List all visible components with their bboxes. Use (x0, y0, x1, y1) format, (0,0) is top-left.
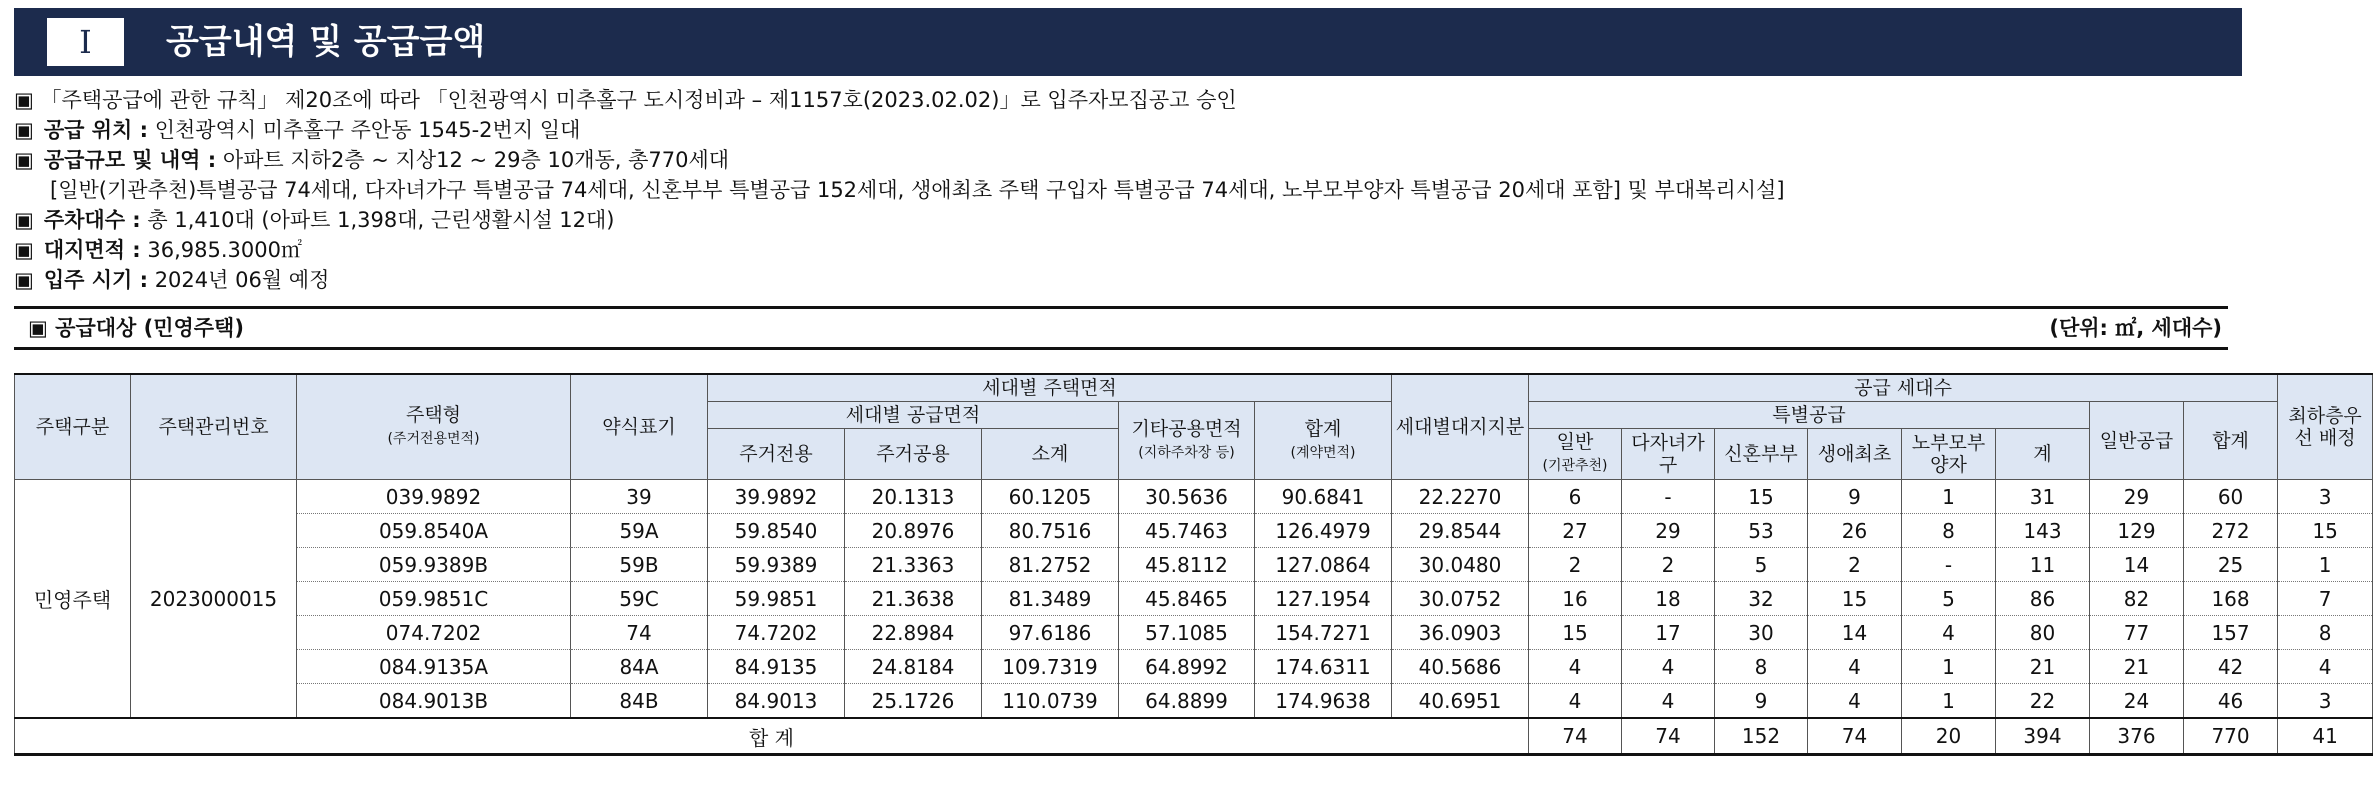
cell-sp1: 4 (1529, 650, 1622, 684)
cell-abbr: 74 (571, 616, 708, 650)
total-sp5: 20 (1902, 718, 1996, 755)
cell-sp4: 14 (1808, 616, 1902, 650)
cell-general: 21 (2090, 650, 2184, 684)
col-header-type: 주택구분 (15, 374, 131, 480)
cell-sp-total: 21 (1996, 650, 2090, 684)
cell-lowest: 3 (2278, 684, 2373, 719)
notes-block (14, 85, 2234, 295)
col-header-other: 기타공용면적 (지하주차장 등) (1119, 402, 1255, 480)
cell-sp5: - (1902, 548, 1996, 582)
cell-sum: 154.7271 (1255, 616, 1392, 650)
cell-model: 084.9013B (297, 684, 571, 719)
cell-general: 77 (2090, 616, 2184, 650)
total-sp2: 74 (1622, 718, 1715, 755)
cell-model: 059.9851C (297, 582, 571, 616)
col-header-land: 세대별대지지분 (1392, 374, 1529, 480)
cell-sp1: 2 (1529, 548, 1622, 582)
cell-common: 25.1726 (845, 684, 982, 719)
total-sp4: 74 (1808, 718, 1902, 755)
cell-sp4: 9 (1808, 480, 1902, 514)
cell-private: 74.7202 (708, 616, 845, 650)
unit-label: (단위: ㎡, 세대수) (2049, 316, 2222, 340)
cell-general: 29 (2090, 480, 2184, 514)
col-header-area: 세대별 주택면적 (708, 374, 1392, 402)
cell-land: 40.6951 (1392, 684, 1529, 719)
table-row (15, 548, 2373, 582)
cell-subtotal: 110.0739 (982, 684, 1119, 719)
total-sp-total: 394 (1996, 718, 2090, 755)
cell-other: 57.1085 (1119, 616, 1255, 650)
supply-table-body (15, 480, 2373, 755)
cell-sp5: 4 (1902, 616, 1996, 650)
cell-sp5: 1 (1902, 650, 1996, 684)
cell-common: 21.3363 (845, 548, 982, 582)
cell-type: 민영주택 (15, 480, 131, 719)
note-label: 주차대수 : (43, 208, 141, 232)
col-header-sp4: 생애최초 (1808, 429, 1902, 480)
cell-general: 24 (2090, 684, 2184, 719)
cell-sum: 126.4979 (1255, 514, 1392, 548)
note-label: 공급규모 및 내역 : (43, 148, 217, 172)
cell-private: 84.9013 (708, 684, 845, 719)
cell-sum: 174.6311 (1255, 650, 1392, 684)
cell-sp2: 18 (1622, 582, 1715, 616)
cell-common: 24.8184 (845, 650, 982, 684)
cell-sum: 174.9638 (1255, 684, 1392, 719)
cell-sp3: 30 (1715, 616, 1808, 650)
cell-lowest: 4 (2278, 650, 2373, 684)
table-row (15, 480, 2373, 514)
col-header-common: 주거공용 (845, 429, 982, 480)
cell-subtotal: 60.1205 (982, 480, 1119, 514)
total-sp3: 152 (1715, 718, 1808, 755)
col-header-total: 합계 (2184, 402, 2278, 480)
cell-land: 30.0480 (1392, 548, 1529, 582)
cell-lowest: 15 (2278, 514, 2373, 548)
total-lowest: 41 (2278, 718, 2373, 755)
cell-other: 30.5636 (1119, 480, 1255, 514)
cell-sp4: 4 (1808, 650, 1902, 684)
cell-land: 22.2270 (1392, 480, 1529, 514)
note-approval: ▣ 「주택공급에 관한 규칙」 제20조에 따라 「인천광역시 미추홀구 도시정비과 – 제1157호(2023.02.02)」로 입주자모집공고 승인 (14, 88, 1237, 112)
col-header-sp1: 일반 (기관추천) (1529, 429, 1622, 480)
col-header-general: 일반공급 (2090, 402, 2184, 480)
note-label: 입주 시기 : (43, 268, 149, 292)
cell-common: 20.1313 (845, 480, 982, 514)
cell-model: 084.9135A (297, 650, 571, 684)
cell-abbr: 84A (571, 650, 708, 684)
total-label: 합 계 (15, 718, 1529, 755)
section-title: 공급내역 및 공급금액 (166, 22, 486, 62)
note-value: 인천광역시 미추홀구 주안동 1545-2번지 일대 (148, 118, 581, 142)
col-header-sp5: 노부모부양자 (1902, 429, 1996, 480)
cell-abbr: 59A (571, 514, 708, 548)
cell-sp1: 16 (1529, 582, 1622, 616)
cell-sp-total: 31 (1996, 480, 2090, 514)
cell-sp2: 4 (1622, 650, 1715, 684)
cell-sum: 127.1954 (1255, 582, 1392, 616)
cell-model: 074.7202 (297, 616, 571, 650)
col-header-subtotal: 소계 (982, 429, 1119, 480)
cell-sp4: 2 (1808, 548, 1902, 582)
cell-sp1: 4 (1529, 684, 1622, 719)
cell-total: 157 (2184, 616, 2278, 650)
cell-private: 39.9892 (708, 480, 845, 514)
cell-sp-total: 22 (1996, 684, 2090, 719)
cell-sp5: 8 (1902, 514, 1996, 548)
total-row (15, 718, 2373, 755)
note-scale: ▣ 공급규모 및 내역 : 아파트 지하2층 ~ 지상12 ~ 29층 10개동, 총770세대 (14, 148, 730, 172)
cell-sum: 127.0864 (1255, 548, 1392, 582)
col-header-sp-total: 계 (1996, 429, 2090, 480)
col-header-mgmt: 주택관리번호 (131, 374, 297, 480)
cell-lowest: 3 (2278, 480, 2373, 514)
col-header-units: 공급 세대수 (1529, 374, 2278, 402)
note-location: ▣ 공급 위치 : 인천광역시 미추홀구 주안동 1545-2번지 일대 (14, 118, 581, 142)
note-value: 36,985.3000㎡ (140, 238, 302, 262)
cell-sp-total: 80 (1996, 616, 2090, 650)
cell-common: 21.3638 (845, 582, 982, 616)
cell-sp-total: 86 (1996, 582, 2090, 616)
note-value: 아파트 지하2층 ~ 지상12 ~ 29층 10개동, 총770세대 (216, 148, 730, 172)
cell-abbr: 84B (571, 684, 708, 719)
cell-subtotal: 81.2752 (982, 548, 1119, 582)
note-label: 공급 위치 : (43, 118, 149, 142)
cell-sp3: 15 (1715, 480, 1808, 514)
cell-common: 20.8976 (845, 514, 982, 548)
cell-other: 45.7463 (1119, 514, 1255, 548)
cell-abbr: 59C (571, 582, 708, 616)
cell-land: 30.0752 (1392, 582, 1529, 616)
cell-other: 45.8112 (1119, 548, 1255, 582)
cell-sp5: 5 (1902, 582, 1996, 616)
cell-land: 29.8544 (1392, 514, 1529, 548)
cell-total: 42 (2184, 650, 2278, 684)
cell-sp2: 4 (1622, 684, 1715, 719)
cell-sp3: 53 (1715, 514, 1808, 548)
cell-lowest: 8 (2278, 616, 2373, 650)
cell-other: 64.8899 (1119, 684, 1255, 719)
cell-sp5: 1 (1902, 684, 1996, 719)
table-row (15, 650, 2373, 684)
col-header-abbr: 약식표기 (571, 374, 708, 480)
cell-private: 59.9389 (708, 548, 845, 582)
cell-sp1: 15 (1529, 616, 1622, 650)
total-general: 376 (2090, 718, 2184, 755)
supply-table (14, 373, 2373, 756)
cell-sp3: 8 (1715, 650, 1808, 684)
supply-target-bar (14, 306, 2228, 350)
cell-other: 45.8465 (1119, 582, 1255, 616)
cell-subtotal: 97.6186 (982, 616, 1119, 650)
col-header-sp2: 다자녀가구 (1622, 429, 1715, 480)
col-header-private: 주거전용 (708, 429, 845, 480)
cell-other: 64.8992 (1119, 650, 1255, 684)
table-row (15, 582, 2373, 616)
cell-sp3: 5 (1715, 548, 1808, 582)
cell-abbr: 39 (571, 480, 708, 514)
cell-land: 40.5686 (1392, 650, 1529, 684)
cell-abbr: 59B (571, 548, 708, 582)
section-number: I (47, 18, 124, 66)
table-row (15, 514, 2373, 548)
table-row (15, 684, 2373, 719)
col-header-sp3: 신혼부부 (1715, 429, 1808, 480)
note-parking: ▣ 주차대수 : 총 1,410대 (아파트 1,398대, 근린생활시설 12대) (14, 208, 615, 232)
total-total: 770 (2184, 718, 2278, 755)
cell-subtotal: 80.7516 (982, 514, 1119, 548)
cell-sp2: 17 (1622, 616, 1715, 650)
col-header-model: 주택형 (주거전용면적) (297, 374, 571, 480)
cell-sum: 90.6841 (1255, 480, 1392, 514)
cell-sp1: 27 (1529, 514, 1622, 548)
cell-private: 59.8540 (708, 514, 845, 548)
cell-general: 14 (2090, 548, 2184, 582)
supply-target-title: ▣ 공급대상 (민영주택) (28, 316, 244, 340)
cell-sp3: 9 (1715, 684, 1808, 719)
cell-private: 59.9851 (708, 582, 845, 616)
cell-mgmt: 2023000015 (131, 480, 297, 719)
col-header-supply-area: 세대별 공급면적 (708, 402, 1119, 429)
cell-general: 82 (2090, 582, 2184, 616)
note-land: ▣ 대지면적 : 36,985.3000㎡ (14, 238, 302, 262)
cell-subtotal: 81.3489 (982, 582, 1119, 616)
cell-total: 25 (2184, 548, 2278, 582)
cell-sp1: 6 (1529, 480, 1622, 514)
cell-sp-total: 11 (1996, 548, 2090, 582)
section-header (14, 8, 2242, 76)
cell-land: 36.0903 (1392, 616, 1529, 650)
cell-total: 60 (2184, 480, 2278, 514)
col-header-special: 특별공급 (1529, 402, 2090, 429)
cell-total: 46 (2184, 684, 2278, 719)
note-value: 총 1,410대 (아파트 1,398대, 근린생활시설 12대) (140, 208, 615, 232)
cell-sp2: - (1622, 480, 1715, 514)
note-value: 2024년 06월 예정 (148, 268, 330, 292)
table-row (15, 616, 2373, 650)
cell-general: 129 (2090, 514, 2184, 548)
cell-sp4: 15 (1808, 582, 1902, 616)
cell-sp4: 4 (1808, 684, 1902, 719)
note-movein: ▣ 입주 시기 : 2024년 06월 예정 (14, 268, 330, 292)
cell-lowest: 1 (2278, 548, 2373, 582)
cell-model: 059.8540A (297, 514, 571, 548)
cell-lowest: 7 (2278, 582, 2373, 616)
cell-model: 039.9892 (297, 480, 571, 514)
cell-sp4: 26 (1808, 514, 1902, 548)
cell-model: 059.9389B (297, 548, 571, 582)
cell-sp2: 29 (1622, 514, 1715, 548)
col-header-sum: 합계 (계약면적) (1255, 402, 1392, 480)
cell-subtotal: 109.7319 (982, 650, 1119, 684)
cell-total: 272 (2184, 514, 2278, 548)
cell-sp5: 1 (1902, 480, 1996, 514)
note-scale-detail: [일반(기관추천)특별공급 74세대, 다자녀가구 특별공급 74세대, 신혼부부 특별공급 152세대, 생애최초 주택 구입자 특별공급 74세대, 노부모부양자 특별공급 20세대 포함] 및 부대복리시설] (50, 178, 1785, 202)
cell-common: 22.8984 (845, 616, 982, 650)
total-sp1: 74 (1529, 718, 1622, 755)
col-header-lowest: 최하층우선 배정 (2278, 374, 2373, 480)
cell-sp3: 32 (1715, 582, 1808, 616)
cell-sp-total: 143 (1996, 514, 2090, 548)
cell-sp2: 2 (1622, 548, 1715, 582)
note-label: 대지면적 : (43, 238, 141, 262)
cell-total: 168 (2184, 582, 2278, 616)
cell-private: 84.9135 (708, 650, 845, 684)
